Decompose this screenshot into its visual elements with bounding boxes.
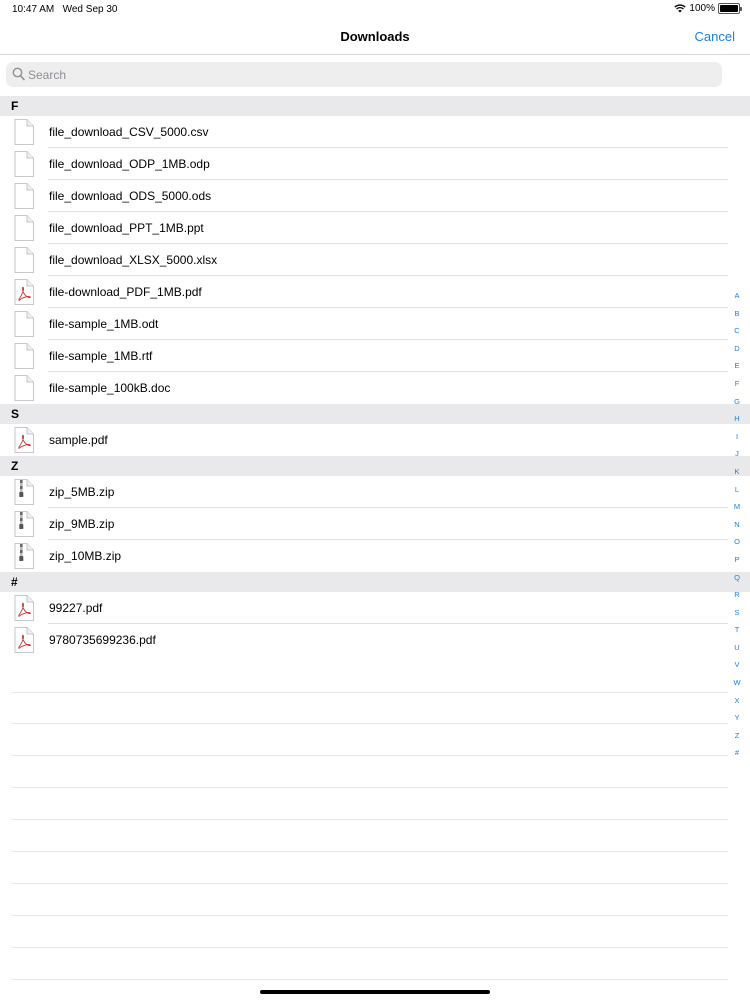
- file-row[interactable]: [0, 276, 750, 308]
- file-name: zip_9MB.zip: [49, 517, 115, 531]
- file-name: zip_5MB.zip: [49, 485, 115, 499]
- file-name: file-sample_1MB.odt: [49, 317, 159, 331]
- empty-row: [12, 820, 728, 852]
- file-name: file_download_CSV_5000.csv: [49, 125, 209, 139]
- document-icon: [13, 247, 35, 273]
- pdf-icon: [13, 627, 35, 653]
- index-letter[interactable]: M: [733, 502, 741, 512]
- cancel-button[interactable]: Cancel: [694, 29, 735, 44]
- file-name: file_download_XLSX_5000.xlsx: [49, 253, 218, 267]
- file-name: file-sample_1MB.rtf: [49, 349, 153, 363]
- battery-icon: [718, 3, 740, 14]
- file-row[interactable]: [0, 508, 750, 540]
- empty-row: [12, 724, 728, 756]
- file-row[interactable]: [0, 148, 750, 180]
- index-letter[interactable]: N: [734, 519, 740, 529]
- battery-percent: 100%: [689, 3, 715, 14]
- document-icon: [13, 343, 35, 369]
- file-name: file-download_PDF_1MB.pdf: [49, 285, 202, 299]
- file-list: [0, 96, 750, 656]
- index-letter[interactable]: G: [734, 396, 740, 406]
- file-row[interactable]: [0, 116, 750, 148]
- date-label: Wed Sep 30: [62, 4, 118, 15]
- home-indicator[interactable]: [260, 990, 490, 994]
- index-letter[interactable]: X: [734, 695, 740, 705]
- index-letter[interactable]: K: [734, 466, 740, 476]
- zip-icon: [13, 511, 35, 537]
- index-letter[interactable]: Z: [734, 730, 740, 740]
- index-letter[interactable]: A: [734, 291, 740, 300]
- search-input[interactable]: [28, 62, 708, 87]
- empty-row: [12, 788, 728, 820]
- navigation-bar: [0, 20, 750, 55]
- index-letter[interactable]: L: [734, 484, 740, 494]
- index-letter[interactable]: U: [734, 642, 740, 652]
- pdf-icon: [13, 427, 35, 453]
- document-icon: [13, 215, 35, 241]
- file-row[interactable]: [0, 244, 750, 276]
- index-letter[interactable]: B: [734, 308, 740, 318]
- section-header: #: [0, 572, 750, 592]
- document-icon: [13, 375, 35, 401]
- zip-icon: [13, 479, 35, 505]
- file-row[interactable]: [0, 424, 750, 456]
- empty-row: [12, 948, 728, 980]
- empty-row: [12, 916, 728, 948]
- index-letter[interactable]: Y: [734, 713, 740, 723]
- section-header: F: [0, 96, 750, 116]
- index-letter[interactable]: P: [734, 554, 740, 564]
- section-header: S: [0, 404, 750, 424]
- file-row[interactable]: [0, 340, 750, 372]
- file-row[interactable]: [0, 308, 750, 340]
- pdf-icon: [13, 595, 35, 621]
- file-row[interactable]: [0, 212, 750, 244]
- file-name: file_download_PPT_1MB.ppt: [49, 221, 204, 235]
- search-bar[interactable]: [6, 62, 722, 87]
- time-label: 10:47 AM: [12, 4, 55, 15]
- index-letter[interactable]: D: [734, 343, 740, 353]
- document-icon: [13, 183, 35, 209]
- file-row[interactable]: [0, 624, 750, 656]
- document-icon: [13, 311, 35, 337]
- empty-row: [12, 852, 728, 884]
- file-name: zip_10MB.zip: [49, 549, 122, 563]
- document-icon: [13, 151, 35, 177]
- pdf-icon: [13, 279, 35, 305]
- file-row[interactable]: [0, 592, 750, 624]
- index-letter[interactable]: C: [734, 326, 740, 336]
- file-name: file_download_ODS_5000.ods: [49, 189, 212, 203]
- status-time: [12, 4, 117, 15]
- empty-row: [12, 884, 728, 916]
- file-row[interactable]: [0, 540, 750, 572]
- index-letter[interactable]: F: [734, 378, 740, 388]
- file-name: sample.pdf: [49, 433, 108, 447]
- empty-row: [12, 692, 728, 724]
- index-letter[interactable]: V: [734, 660, 740, 670]
- index-letter[interactable]: O: [734, 537, 740, 547]
- page-title: Downloads: [340, 29, 410, 44]
- file-name: file-sample_100kB.doc: [49, 381, 171, 395]
- index-letter[interactable]: #: [734, 748, 740, 758]
- index-letter[interactable]: R: [734, 590, 740, 600]
- search-icon: [12, 67, 25, 81]
- wifi-icon: [674, 4, 686, 13]
- document-icon: [13, 119, 35, 145]
- index-letter[interactable]: J: [735, 449, 739, 459]
- empty-rows: [12, 692, 728, 980]
- index-letter[interactable]: W: [733, 678, 741, 688]
- index-letter[interactable]: E: [734, 361, 740, 371]
- file-name: 99227.pdf: [49, 601, 103, 615]
- index-letter[interactable]: I: [735, 431, 739, 441]
- file-name: 9780735699236.pdf: [49, 633, 156, 647]
- index-letter[interactable]: H: [734, 414, 740, 424]
- index-letter[interactable]: Q: [734, 572, 740, 582]
- section-header: Z: [0, 456, 750, 476]
- file-row[interactable]: [0, 372, 750, 404]
- file-name: file_download_ODP_1MB.odp: [49, 157, 210, 171]
- zip-icon: [13, 543, 35, 569]
- file-row[interactable]: [0, 180, 750, 212]
- index-letter[interactable]: T: [734, 625, 740, 635]
- status-bar: [0, 0, 750, 20]
- index-letter[interactable]: S: [734, 607, 740, 617]
- status-right: [674, 3, 740, 14]
- section-index[interactable]: [731, 287, 743, 762]
- empty-row: [12, 756, 728, 788]
- file-row[interactable]: [0, 476, 750, 508]
